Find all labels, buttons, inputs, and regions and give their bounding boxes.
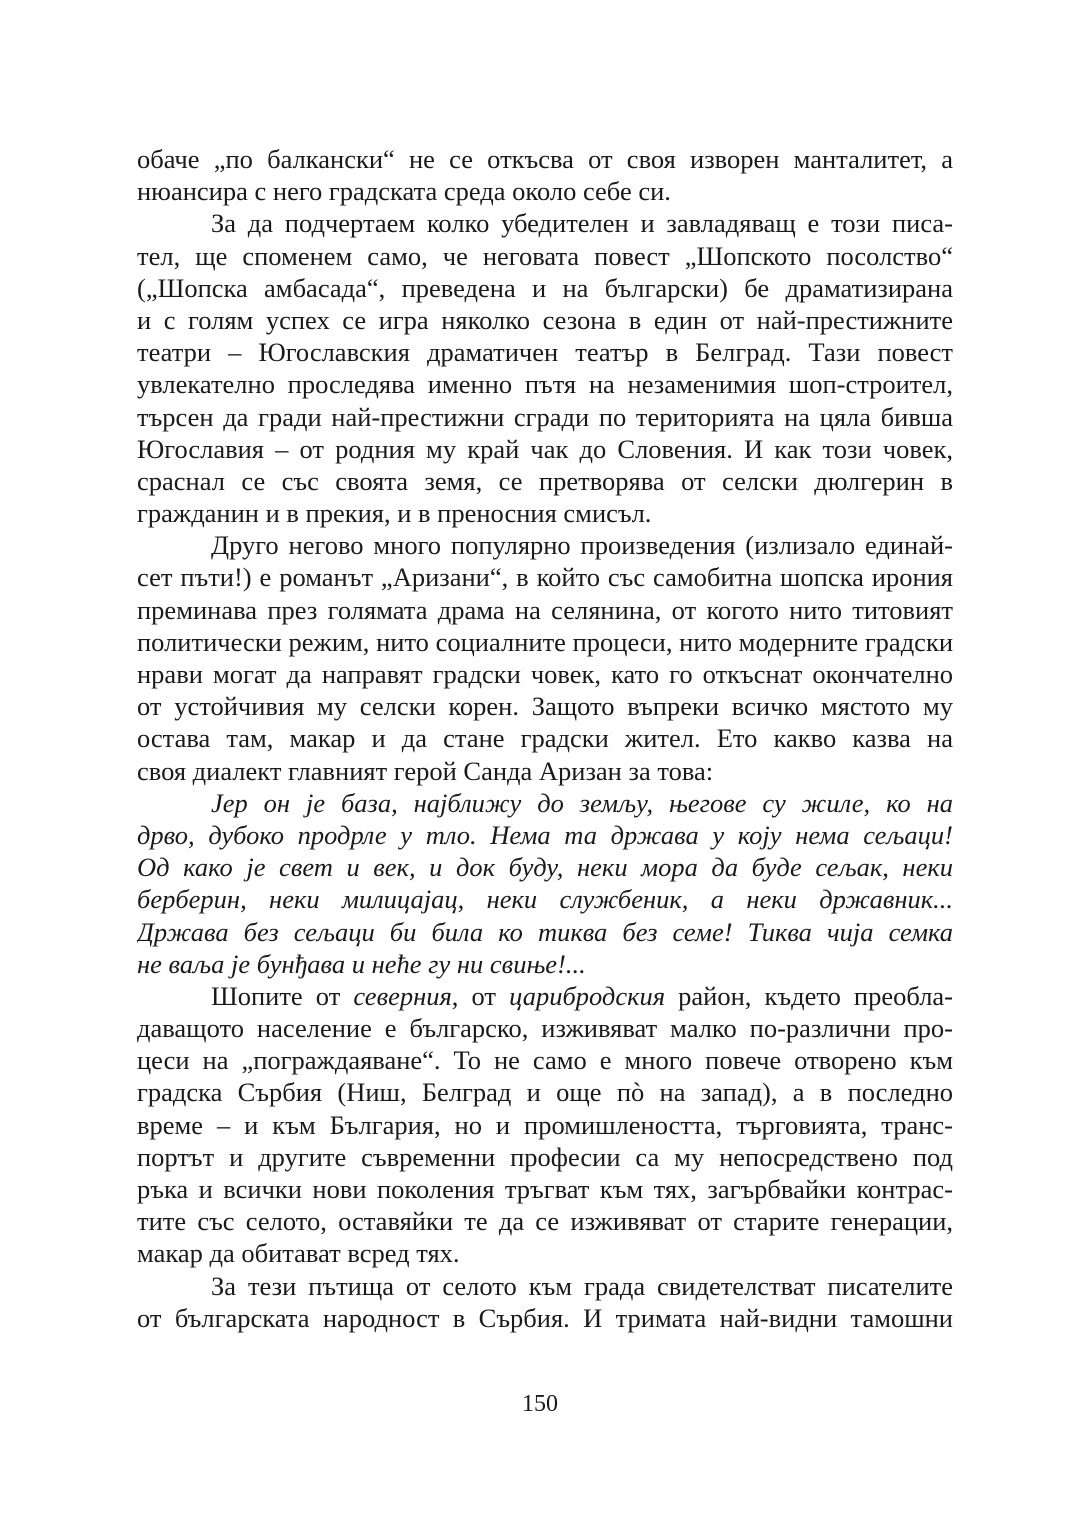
emphasis-tsaribrod: царибродския [509, 980, 666, 1011]
text-line: градска Сърбия (Ниш, Белград и още пò на запад), а в последно [137, 1077, 953, 1108]
quote-line: Држава без сељаци би била ко тиква без семе! Тиква чија семка [137, 916, 953, 947]
text-fragment: Шопите от [211, 980, 354, 1011]
text-line: от българската народност в Сърбия. И тримата най-видни тамошни [137, 1302, 953, 1333]
text-line: тел, ще споменем само, че неговата повест „Шопското посолство“ [137, 240, 953, 271]
text-line: театри – Югославския драматичен театър в Белград. Тази повест [137, 337, 953, 368]
text-line: политически режим, нито социалните процеси, нито модерните градски [137, 626, 953, 657]
text-line: и с голям успех се игра няколко сезона в един от най-престижните [137, 304, 953, 335]
text-line: нюансира с него градската среда около себе си. [137, 176, 671, 207]
text-line: сраснал се със своята земя, се претворява от селски дюлгерин в [137, 465, 953, 496]
text-fragment: , от [451, 980, 510, 1011]
text-line: макар да обитават всред тях. [137, 1238, 460, 1269]
quote-line: Од како је свет и век, и док буду, неки мора да буде сељак, неки [137, 852, 953, 883]
paragraph [137, 980, 953, 1270]
text-line: Югославия – от родния му край чак до Словения. И как този човек, [137, 433, 953, 464]
text-line: от устойчивия му селски корен. Защото въпреки всичко мястото му [137, 691, 953, 722]
text-line: За да подчертаем колко убедителен и завладяващ е този писа- [211, 208, 953, 239]
text-fragment: район, където преобла- [665, 980, 953, 1011]
text-line: обаче „по балкански“ не се откъсва от своя изворен манталитет, а [137, 144, 953, 174]
text-line: търсен да гради най-престижни сгради по територията на цяла бивша [137, 401, 953, 432]
quote-line: берберин, неки милицајац, неки службеник, а неки државник... [137, 884, 953, 915]
text-line: портът и другите съвременни професии са му непосредствено под [137, 1141, 953, 1172]
text-line: сет пъти!) е романът „Аризани“, в който със самобитна шопска ирония [137, 562, 953, 593]
paragraph [137, 529, 953, 787]
emphasis-northern: северния [353, 980, 452, 1011]
text-line: време – и към България, но и промишлеността, търговията, транс- [137, 1109, 953, 1140]
text-line: тите със селото, оставяйки те да се изживяват от старите генерации, [137, 1206, 953, 1237]
text-line: преминава през голямата драма на селянина, от когото нито титовият [137, 594, 953, 625]
text-line: остава там, макар и да стане градски жител. Ето какво казва на [137, 723, 953, 754]
text-line: Друго негово много популярно произведения (излизало единай- [211, 530, 953, 561]
text-line: ръка и всички нови поколения тръгват към тях, загърбвайки контрас- [137, 1174, 953, 1204]
block-quote [137, 787, 953, 980]
paragraph-continuation [137, 143, 953, 207]
text-line: даващото население е българско, изживяват малко по-различни про- [137, 1013, 953, 1044]
paragraph [137, 207, 953, 529]
text-line: увлекателно проследява именно пътя на незаменимия шоп-строител, [137, 369, 953, 400]
text-line: цеси на „пограждаяване“. То не само е много повече отворено към [137, 1045, 953, 1076]
quote-line: не ваља је бунђава и неће гу ни свиње!... [137, 948, 586, 979]
paragraph [137, 1270, 953, 1334]
text-line: своя диалект главният герой Санда Аризан за това: [137, 755, 714, 786]
page-number: 150 [522, 1391, 558, 1417]
quote-line: Јер он је база, најближу до земљу, његове су жиле, ко на [211, 787, 953, 818]
text-line: За тези пътища от селото към града свидетелстват писателите [211, 1270, 953, 1301]
text-line: („Шопска амбасада“, преведена и на български) бе драматизирана [137, 272, 953, 303]
text-line: гражданин и в прекия, и в преносния смисъл. [137, 498, 652, 529]
text-line: нрави могат да направят градски човек, като го откъснат окончателно [137, 659, 953, 689]
quote-line: дрво, дубоко продрле у тло. Нема та држава у коју нема сељаци! [137, 819, 953, 850]
text-line-with-emphasis [137, 980, 953, 1012]
page-body [137, 143, 953, 1334]
